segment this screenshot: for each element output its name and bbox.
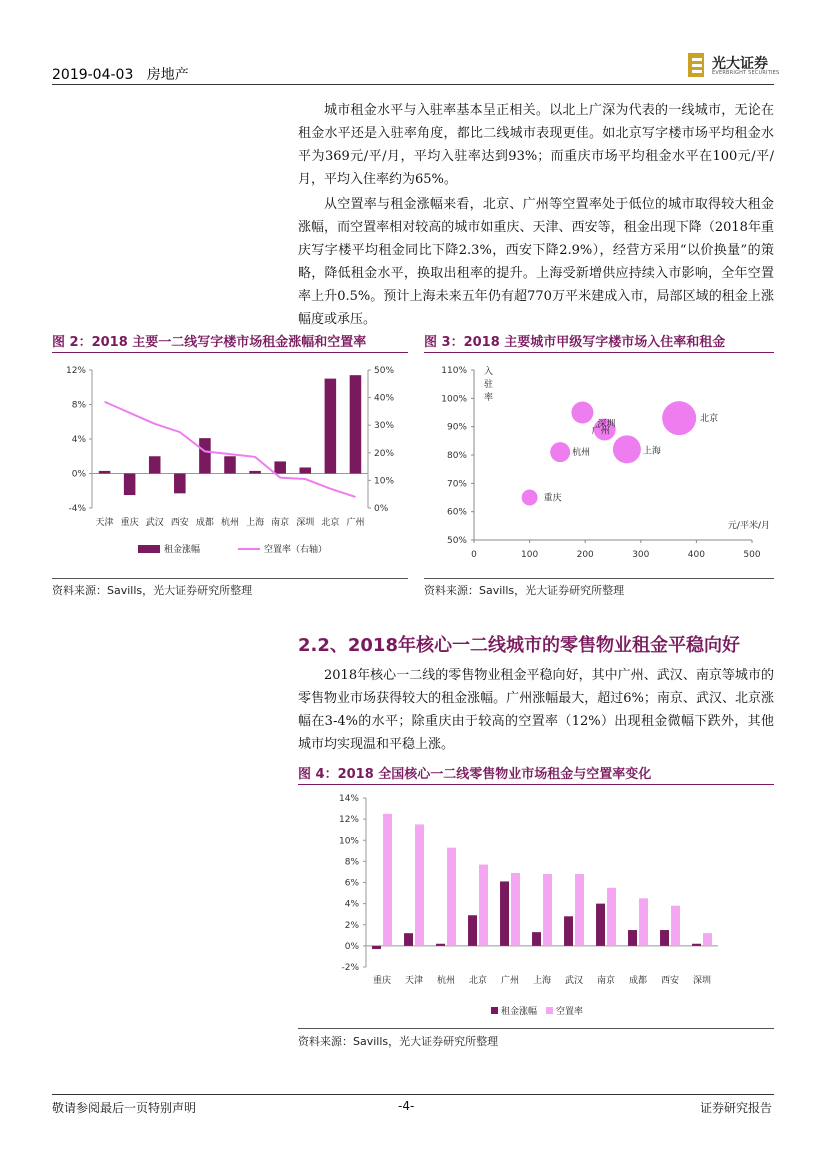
fig3-title: 图 3：2018 主要城市甲级写字楼市场入住率和租金: [424, 335, 726, 350]
x-tick-label: 天津: [95, 518, 114, 528]
fig4-source-rule: [298, 1028, 774, 1029]
vacancy-bar-南京: [607, 888, 616, 946]
brand-logo-icon: [686, 52, 710, 78]
x-tick-label: 重庆: [120, 518, 139, 528]
fig3-chart: [424, 356, 774, 576]
right-tick-label: 20%: [374, 448, 395, 459]
bar-天津: [99, 471, 111, 474]
right-tick-label: 50%: [374, 366, 395, 376]
section-title: 2.2、2018年核心一二线城市的零售物业租金平稳向好: [298, 635, 740, 656]
fig4-chart: [298, 788, 774, 1024]
x-tick-label: 上海: [532, 976, 552, 986]
x-tick-label: 100: [521, 550, 539, 560]
right-tick-label: 10%: [374, 476, 395, 487]
vacancy-line: [105, 402, 356, 497]
y-tick-label: 0%: [344, 941, 359, 952]
fig2-title-rule: [52, 352, 408, 353]
fig3-source-rule: [424, 578, 774, 579]
bar-上海: [249, 471, 261, 474]
y-tick-label: 4%: [344, 899, 359, 910]
paragraph-2: 从空置率与租金涨幅来看，北京、广州等空置率处于低位的城市取得较大租金涨幅，而空置率相对较高的城市如重庆、天津、西安等，租金出现下降（2018年重庆写字楼平均租金同比下降2.3%，西安下降2.9%），经营方采用“以价换量”的策略，降低租金水平，换取出租率的提升。上海受新增供应持续入市影响，全年空置率上升0.5%。预计上海未来五年仍有超770万平米建成入市，局部区域的租金上涨幅度或承压。: [298, 197, 774, 327]
y-axis-label-char: 入: [484, 367, 494, 377]
rent-bar-深圳: [692, 944, 701, 946]
bar-北京: [325, 379, 337, 474]
bar-深圳: [300, 467, 312, 473]
left-tick-label: 4%: [71, 435, 86, 445]
vacancy-bar-广州: [511, 873, 520, 946]
vacancy-bar-杭州: [447, 848, 456, 946]
x-tick-label: 300: [632, 550, 650, 560]
footer-divider: [52, 1094, 774, 1095]
brand-name: 光大证券: [712, 56, 768, 72]
rent-bar-广州: [500, 881, 509, 945]
bubble-label-上海: 上海: [642, 446, 661, 457]
y-tick-label: 80%: [446, 451, 467, 461]
rent-bar-成都: [628, 930, 637, 946]
y-tick-label: 2%: [344, 920, 359, 931]
x-tick-label: 北京: [468, 976, 488, 986]
bubble-上海: [613, 435, 641, 463]
fig2-source: 资料来源：Savills，光大证券研究所整理: [52, 584, 253, 597]
y-tick-label: 12%: [338, 815, 359, 826]
vacancy-bar-重庆: [383, 814, 392, 946]
y-tick-label: 50%: [446, 536, 467, 546]
y-tick-label: 8%: [344, 857, 359, 868]
fig4-title-rule: [298, 784, 774, 785]
legend-label-rent: 租金涨幅: [164, 545, 201, 555]
vacancy-bar-深圳: [703, 933, 712, 946]
rent-bar-北京: [468, 915, 477, 946]
bar-杭州: [224, 456, 236, 473]
vacancy-bar-北京: [479, 865, 488, 946]
fig2-chart: [52, 356, 408, 576]
x-tick-label: 广州: [500, 976, 520, 986]
bubble-杭州: [550, 442, 570, 462]
bubble-label-广州: 广州: [591, 426, 610, 437]
rent-bar-天津: [404, 933, 413, 946]
bar-西安: [174, 474, 186, 494]
header-divider: [52, 84, 774, 85]
bubble-深圳: [571, 402, 593, 424]
footer-report-type: 证券研究报告: [700, 1101, 773, 1115]
vacancy-bar-天津: [415, 824, 424, 945]
bubble-label-北京: 北京: [700, 414, 719, 425]
vacancy-bar-西安: [671, 906, 680, 946]
y-axis-label-char: 驻: [484, 380, 494, 390]
paragraph-1: 城市租金水平与入驻率基本呈正相关。以北上广深为代表的一线城市，无论在租金水平还是入驻率角度，都比二线城市表现更佳。如北京写字楼市场平均租金水平为369元/平/月，平均入驻率达到93%；而重庆市场平均租金水平在100元/平/月，平均入住率约为65%。: [298, 103, 774, 187]
x-tick-label: 重庆: [372, 976, 392, 986]
rent-bar-西安: [660, 930, 669, 946]
x-tick-label: 武汉: [564, 976, 584, 986]
y-tick-label: 14%: [338, 794, 359, 804]
x-tick-label: 深圳: [692, 976, 712, 986]
x-tick-label: 0: [471, 550, 477, 560]
x-axis-label: 元/平米/月: [727, 521, 770, 531]
rent-bar-杭州: [436, 944, 445, 946]
x-tick-label: 杭州: [220, 518, 240, 528]
fig4-title: 图 4：2018 全国核心一二线零售物业市场租金与空置率变化: [298, 767, 652, 782]
fig3-title-rule: [424, 352, 774, 353]
footer-disclaimer: 敬请参阅最后一页特别声明: [52, 1101, 197, 1115]
bubble-北京: [662, 401, 696, 435]
rent-bar-上海: [532, 932, 541, 946]
paragraph-3: 2018年核心一二线的零售物业租金平稳向好，其中广州、武汉、南京等城市的零售物业市场获得较大的租金涨幅。广州涨幅最大，超过6%；南京、武汉、北京涨幅在3-4%的水平；除重庆由于较高的空置率（12%）出现租金微幅下跌外，其他城市均实现温和平稳上涨。: [298, 668, 774, 752]
x-tick-label: 天津: [404, 976, 424, 986]
bar-南京: [274, 461, 286, 473]
left-tick-label: 0%: [71, 469, 86, 480]
fig2-title: 图 2：2018 主要一二线写字楼市场租金涨幅和空置率: [52, 335, 367, 350]
x-tick-label: 杭州: [436, 976, 456, 986]
y-tick-label: 100%: [441, 394, 467, 405]
rent-bar-重庆: [372, 946, 381, 949]
vacancy-bar-成都: [639, 898, 648, 946]
x-tick-label: 深圳: [296, 518, 315, 528]
x-tick-label: 南京: [271, 518, 290, 528]
x-tick-label: 西安: [660, 976, 680, 986]
fig4-source: 资料来源：Savills，光大证券研究所整理: [298, 1035, 499, 1048]
x-tick-label: 南京: [596, 976, 616, 986]
y-tick-label: 60%: [446, 507, 467, 518]
vacancy-bar-上海: [543, 874, 552, 946]
left-tick-label: 8%: [71, 400, 86, 411]
x-tick-label: 武汉: [145, 518, 164, 528]
bar-重庆: [124, 474, 136, 496]
legend-label-rent: 租金涨幅: [501, 1007, 538, 1017]
x-tick-label: 成都: [195, 518, 214, 528]
y-tick-label: 70%: [446, 479, 467, 490]
legend-swatch-rent: [138, 545, 160, 553]
left-tick-label: 12%: [65, 366, 86, 376]
x-tick-label: 成都: [628, 976, 648, 986]
y-tick-label: 6%: [344, 878, 359, 889]
bar-武汉: [149, 456, 161, 473]
brand-name-en: EVERBRIGHT SECURITIES: [712, 70, 780, 76]
bar-广州: [350, 375, 362, 473]
x-tick-label: 北京: [321, 518, 340, 528]
right-tick-label: 0%: [374, 504, 389, 514]
legend-label-vacancy: 空置率: [556, 1007, 584, 1017]
x-tick-label: 400: [687, 550, 705, 560]
bubble-重庆: [522, 490, 538, 506]
fig3-source: 资料来源：Savills，光大证券研究所整理: [424, 584, 625, 597]
x-tick-label: 上海: [246, 518, 265, 528]
y-tick-label: 110%: [441, 366, 467, 376]
x-tick-label: 广州: [346, 518, 365, 528]
bubble-label-深圳: 深圳: [597, 419, 616, 430]
page-number: -4-: [398, 1099, 415, 1113]
y-tick-label: 90%: [446, 422, 467, 433]
x-tick-label: 西安: [170, 518, 189, 528]
fig2-source-rule: [52, 578, 408, 579]
y-axis-label-char: 率: [484, 393, 494, 403]
legend-swatch-vacancy: [546, 1007, 553, 1014]
legend-label-vacancy: 空置率（右轴）: [264, 545, 328, 555]
header-date: 2019-04-03 房地产: [52, 67, 189, 83]
bubble-label-重庆: 重庆: [543, 493, 562, 504]
left-tick-label: -4%: [68, 504, 86, 514]
legend-swatch-rent: [491, 1007, 498, 1014]
header-category: 房地产: [146, 67, 189, 83]
vacancy-bar-武汉: [575, 874, 584, 946]
right-tick-label: 40%: [374, 393, 395, 404]
x-tick-label: 500: [743, 550, 761, 560]
x-tick-label: 200: [576, 550, 594, 560]
y-tick-label: -2%: [341, 963, 359, 973]
right-tick-label: 30%: [374, 421, 395, 432]
bar-成都: [199, 438, 211, 473]
rent-bar-武汉: [564, 916, 573, 946]
rent-bar-南京: [596, 904, 605, 946]
bubble-label-杭州: 杭州: [572, 448, 591, 459]
y-tick-label: 10%: [338, 836, 359, 847]
